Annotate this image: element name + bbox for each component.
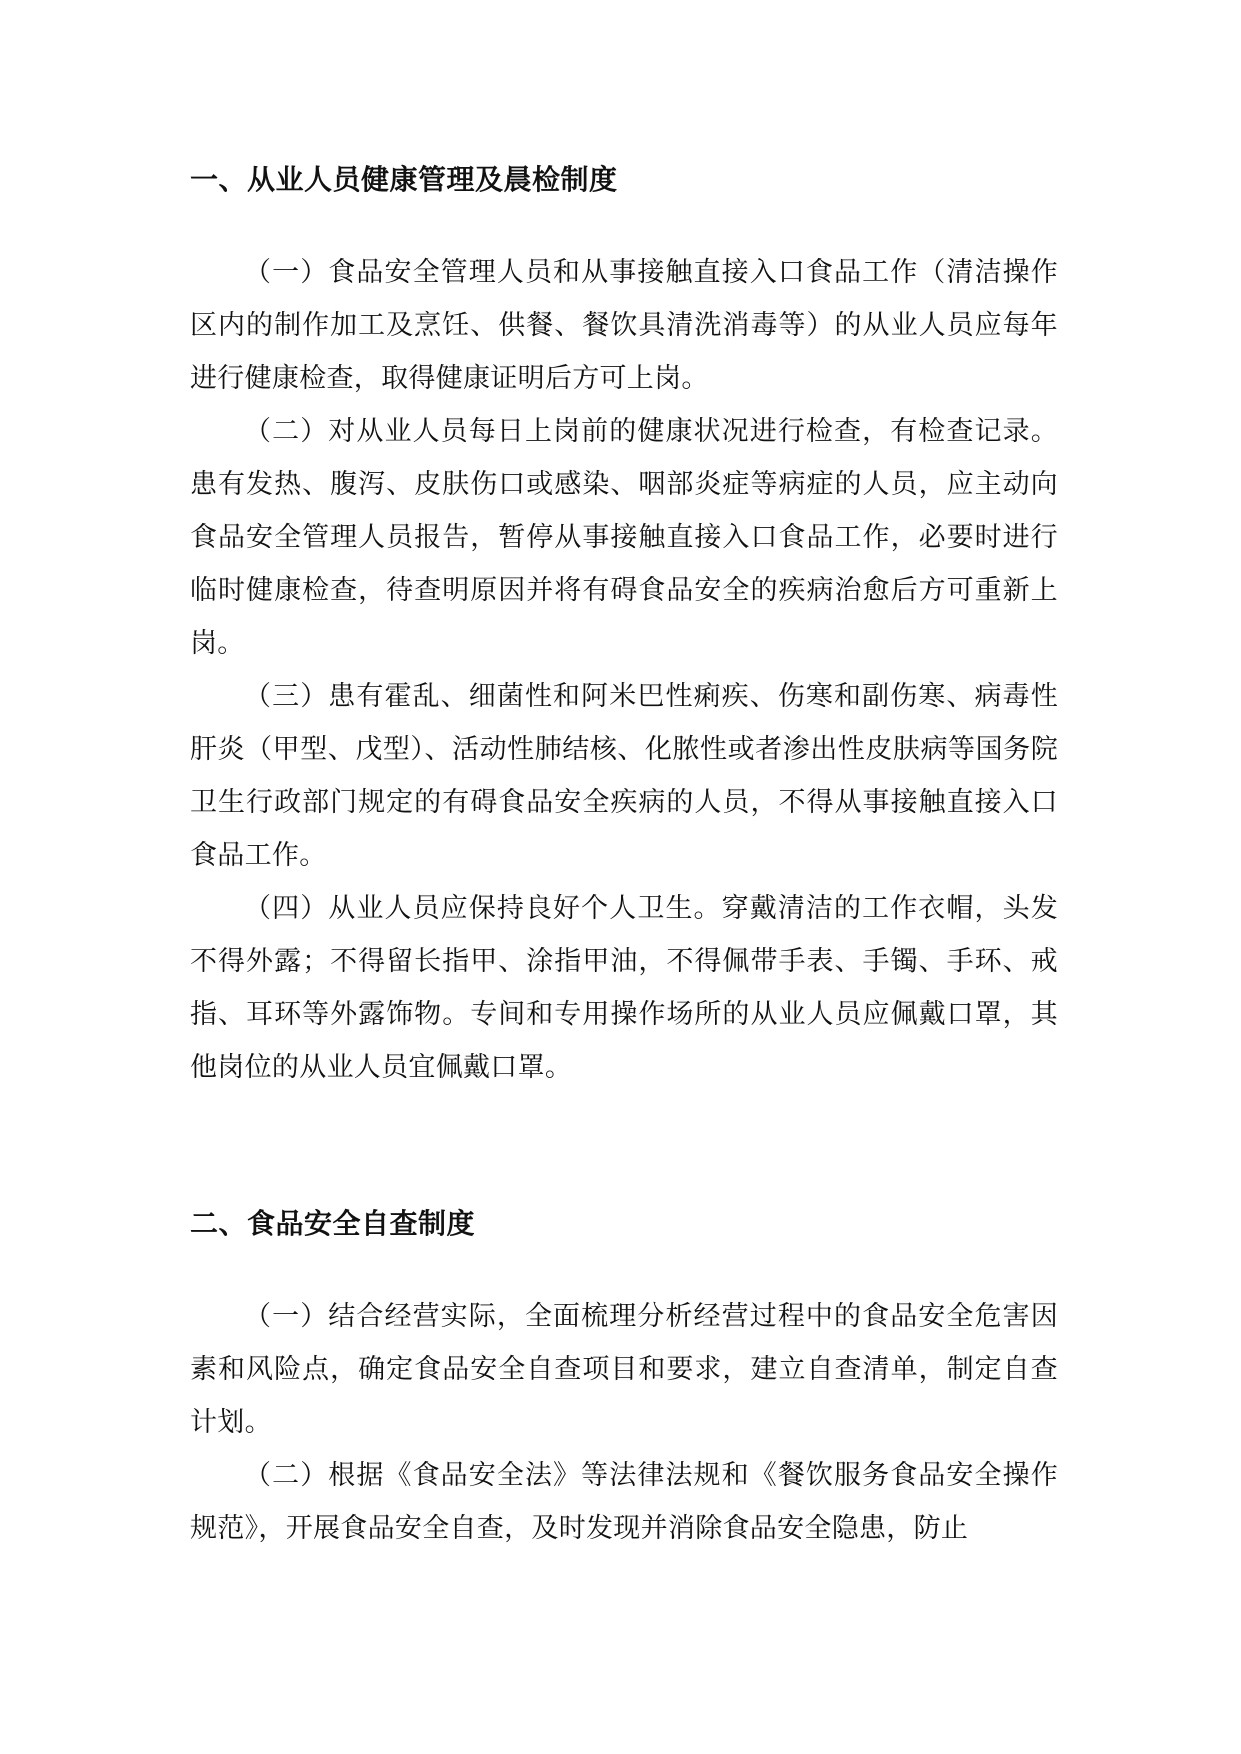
- section-health-management: [190, 160, 1058, 1094]
- section-self-inspection: [190, 1204, 1058, 1555]
- paragraph: （二）根据《食品安全法》等法律法规和《餐饮服务食品安全操作规范》，开展食品安全自查，及时发现并消除食品安全隐患，防止: [190, 1460, 1058, 1544]
- paragraph: （三）患有霍乱、细菌性和阿米巴性痢疾、伤寒和副伤寒、病毒性肝炎（甲型、戊型）、活动性肺结核、化脓性或者渗出性皮肤病等国务院卫生行政部门规定的有碍食品安全疾病的人员，不得从事接触直接入口食品工作。: [190, 681, 1058, 871]
- paragraph: （一）食品安全管理人员和从事接触直接入口食品工作（清洁操作区内的制作加工及烹饪、供餐、餐饮具清洗消毒等）的从业人员应每年进行健康检查，取得健康证明后方可上岗。: [190, 257, 1058, 394]
- section-heading: 一、从业人员健康管理及晨检制度: [190, 163, 618, 196]
- paragraph: （四）从业人员应保持良好个人卫生。穿戴清洁的工作衣帽，头发不得外露；不得留长指甲、涂指甲油，不得佩带手表、手镯、手环、戒指、耳环等外露饰物。专间和专用操作场所的从业人员应佩戴口罩，其他岗位的从业人员宜佩戴口罩。: [190, 893, 1058, 1083]
- section-heading: 二、食品安全自查制度: [190, 1207, 476, 1240]
- paragraph: （一）结合经营实际，全面梳理分析经营过程中的食品安全危害因素和风险点，确定食品安全自查项目和要求，建立自查清单，制定自查计划。: [190, 1301, 1058, 1438]
- paragraph: （二）对从业人员每日上岗前的健康状况进行检查，有检查记录。患有发热、腹泻、皮肤伤口或感染、咽部炎症等病症的人员，应主动向食品安全管理人员报告，暂停从事接触直接入口食品工作，必要时进行临时健康检查，待查明原因并将有碍食品安全的疾病治愈后方可重新上岗。: [190, 416, 1058, 659]
